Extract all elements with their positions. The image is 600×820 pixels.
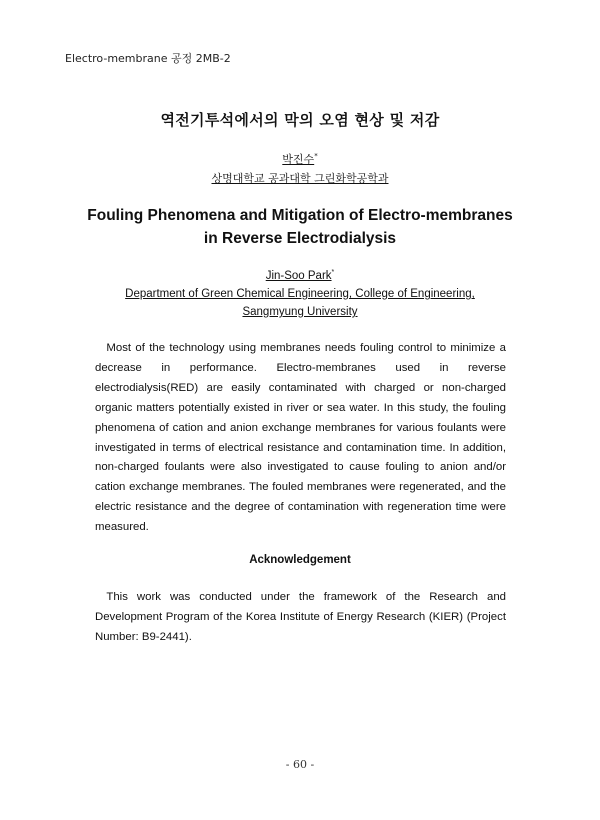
korean-author-line bbox=[0, 150, 600, 169]
abstract-text: Most of the technology using membranes needs fouling control to minimize a decrease in performance. Electro-membranes used in reverse electrodialysis(RED) are easily contaminated with charged or non-charged organic matters potentially existed in river or sea water. In this study, the fouling phenomena of cation and anion exchange membranes for various foulants were investigated in terms of electrical resistance and contamination time. In addition, non-charged foulants were also investigated to cause fouling to anion and/or cation exchange membranes. The fouled membranes were regenerated, and the electric resistance and the degree of contamination with regeneration time were measured. bbox=[95, 342, 506, 534]
korean-author-name: 박진수 bbox=[282, 153, 315, 166]
korean-author-mark: * bbox=[314, 152, 318, 160]
english-author-name: Jin-Soo Park bbox=[265, 270, 332, 282]
english-author-line bbox=[0, 267, 600, 285]
abstract-paragraph bbox=[95, 339, 506, 538]
english-author-block bbox=[0, 267, 600, 321]
english-affiliation-line2: Sangmyung University bbox=[242, 306, 358, 318]
acknowledgement-heading: Acknowledgement bbox=[249, 554, 351, 566]
english-title-line2: in Reverse Electrodialysis bbox=[203, 230, 397, 247]
page-number: - 60 - bbox=[285, 758, 315, 771]
english-affiliation-line1: Department of Green Chemical Engineering, College of Engineering, bbox=[125, 288, 475, 300]
english-title bbox=[0, 204, 600, 250]
english-title-line1: Fouling Phenomena and Mitigation of Electro-membranes bbox=[87, 207, 513, 224]
english-author-mark: * bbox=[331, 269, 335, 276]
acknowledgement-text: This work was conducted under the framework of the Research and Development Program of the Korea Institute of Energy Research (KIER) (Project Number: B9-2441). bbox=[95, 591, 506, 643]
running-header: Electro-membrane 공정 2MB-2 bbox=[65, 52, 231, 65]
korean-title: 역전기투석에서의 막의 오염 현상 및 저감 bbox=[160, 111, 440, 129]
acknowledgement-paragraph bbox=[95, 588, 506, 648]
korean-author-block bbox=[0, 150, 600, 188]
korean-affiliation: 상명대학교 공과대학 그린화학공학과 bbox=[211, 172, 389, 185]
